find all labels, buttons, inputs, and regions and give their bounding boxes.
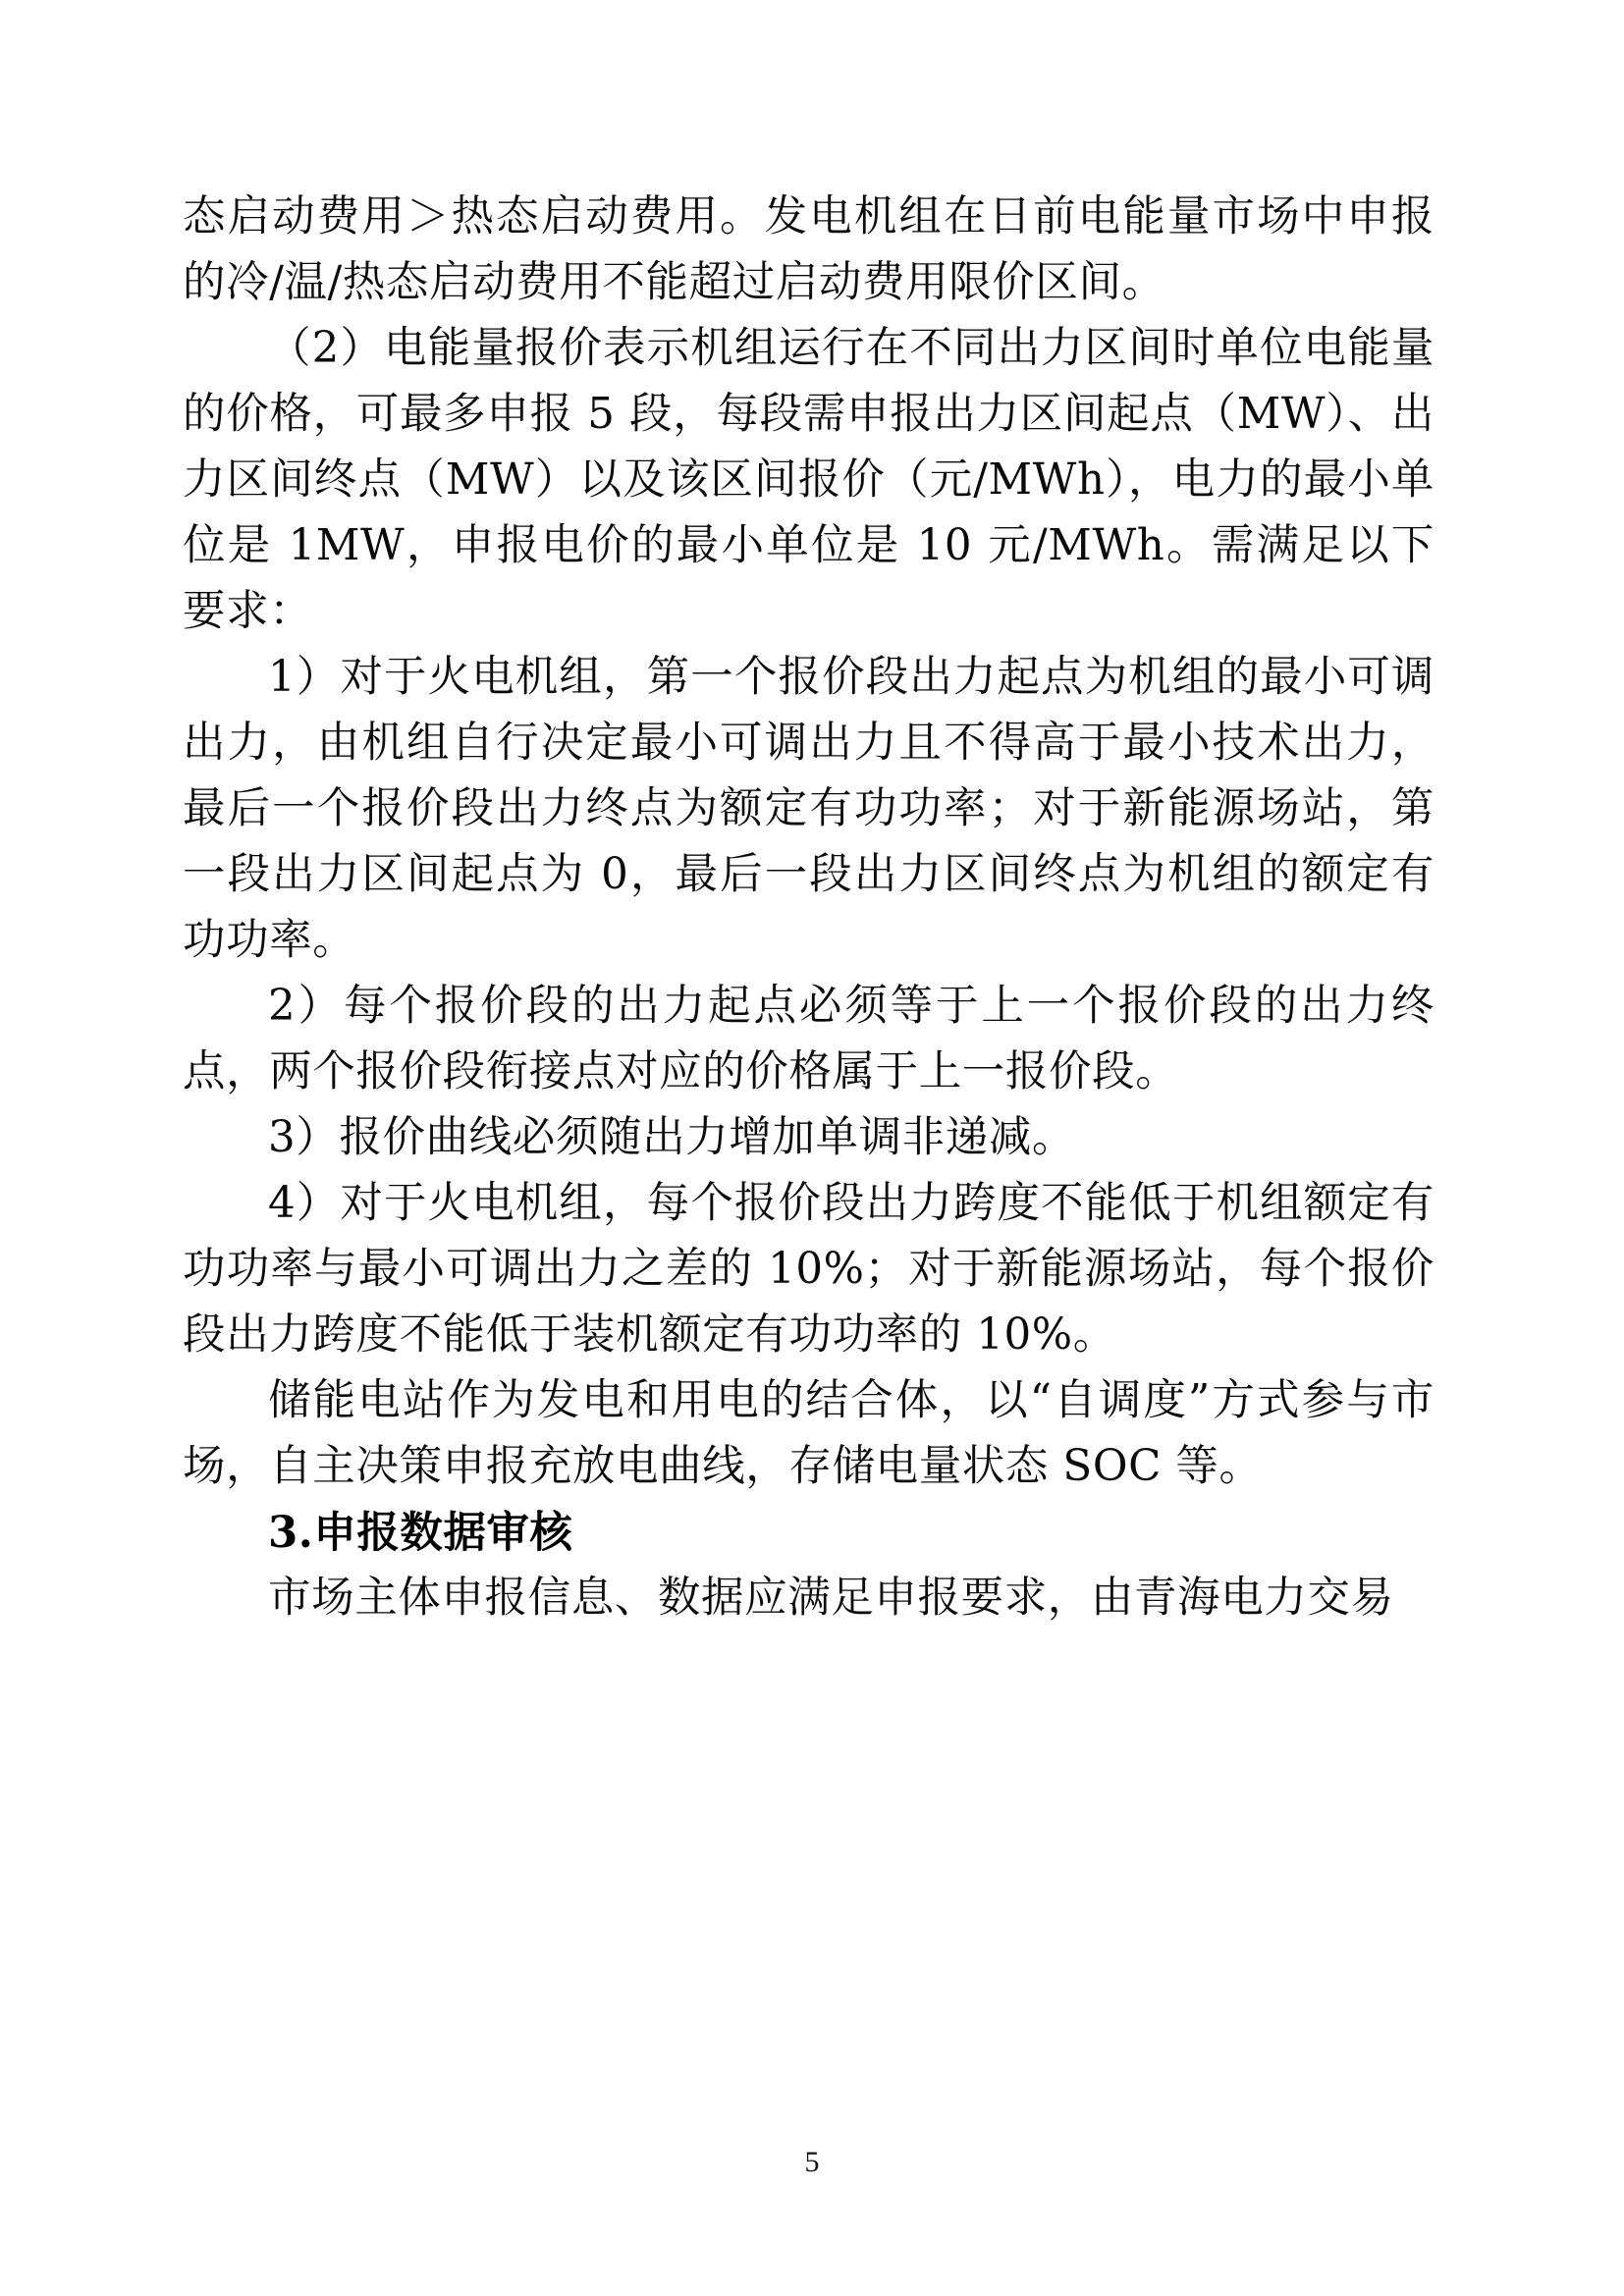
paragraph-rule-1: 1）对于火电机组，第一个报价段出力起点为机组的最小可调出力，由机组自行决定最小可调出力且不得高于最小技术出力，最后一个报价段出力终点为额定有功功率；对于新能源场站，第一段出力区间起点为 0，最后一段出力区间终点为机组的额定有功功率。 bbox=[183, 653, 1435, 965]
page-body bbox=[183, 185, 1435, 1631]
paragraph-start-cost-continued: 态启动费用＞热态启动费用。发电机组在日前电能量市场中申报的冷/温/热态启动费用不能超过启动费用限价区间。 bbox=[183, 192, 1435, 307]
paragraph-energy-quote: （2）电能量报价表示机组运行在不同出力区间时单位电能量的价格，可最多申报 5 段，每段需申报出力区间起点（MW）、出力区间终点（MW）以及该区间报价（元/MWh），电力的最小单位是 1MW，申报电价的最小单位是 10 元/MWh。需满足以下要求： bbox=[183, 324, 1435, 636]
page-number: 5 bbox=[804, 2146, 820, 2178]
paragraph-rule-4: 4）对于火电机组，每个报价段出力跨度不能低于机组额定有功功率与最小可调出力之差的 10%；对于新能源场站，每个报价段出力跨度不能低于装机额定有功功率的 10%。 bbox=[183, 1179, 1435, 1360]
section-heading-data-review: 3.申报数据审核 bbox=[268, 1508, 573, 1558]
paragraph-rule-3: 3）报价曲线必须随出力增加单调非递减。 bbox=[268, 1113, 1076, 1162]
paragraph-storage-station: 储能电站作为发电和用电的结合体，以“自调度”方式参与市场，自主决策申报充放电曲线，存储电量状态 SOC 等。 bbox=[183, 1376, 1435, 1491]
paragraph-review-body: 市场主体申报信息、数据应满足申报要求，由青海电力交易 bbox=[268, 1574, 1394, 1623]
paragraph-rule-2: 2）每个报价段的出力起点必须等于上一个报价段的出力终点，两个报价段衔接点对应的价格属于上一报价段。 bbox=[183, 982, 1435, 1096]
